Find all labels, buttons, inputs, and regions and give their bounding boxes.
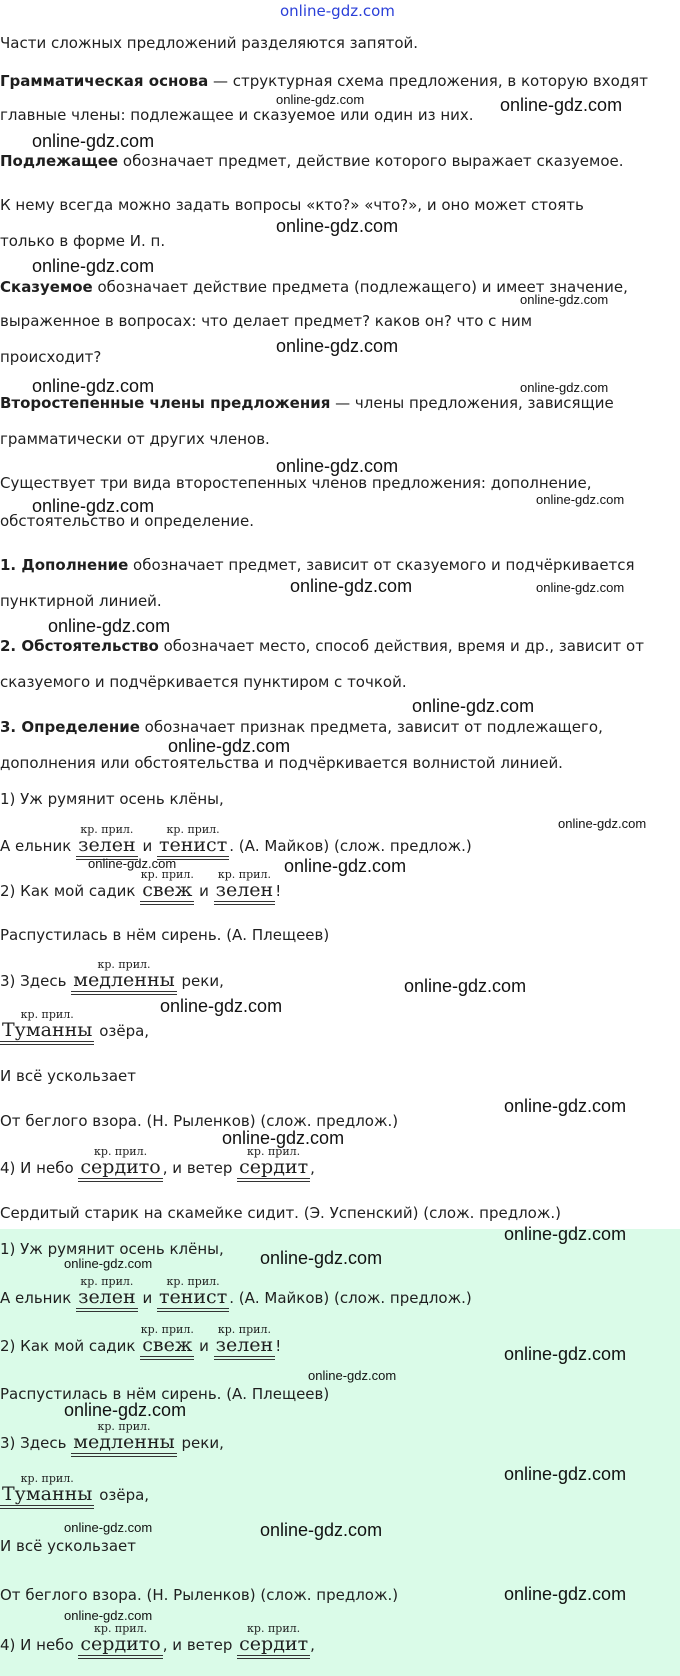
g-s3-post2: озёра, <box>94 1486 150 1504</box>
watermark: online-gdz.com <box>64 1608 153 1623</box>
annotation-label: кр. прил. <box>97 1420 151 1433</box>
s4-pre: 4) И небо <box>0 1159 79 1177</box>
watermark: online-gdz.com <box>276 92 365 107</box>
rule-subject-line2: К нему всегда можно задать вопросы «кто?» «что?», и оно может стоять <box>0 196 584 214</box>
annotation-label: кр. прил. <box>247 1622 301 1635</box>
rule-basis-line2: главные члены: подлежащее и сказуемое или один из них. <box>0 106 474 124</box>
watermark: online-gdz.com <box>536 580 625 595</box>
g-s1-pre: А ельник <box>0 1289 77 1307</box>
rule-adverbial-line2: сказуемого и подчёркивается пунктиром с точкой. <box>0 673 407 691</box>
rule-adverbial-line1 <box>0 636 644 656</box>
rule-object-line1 <box>0 555 635 575</box>
s3-pre: 3) Здесь <box>0 972 72 990</box>
annotation-label: кр. прил. <box>97 958 151 971</box>
annotation-label: кр. прил. <box>94 1145 148 1158</box>
s2-line1 <box>0 868 282 901</box>
annotated-word <box>140 1323 194 1356</box>
watermark: online-gdz.com <box>504 1344 627 1364</box>
s3-post: реки, <box>176 972 224 990</box>
annotated-word <box>237 1145 310 1178</box>
g-s1-line1: 1) Уж румянит осень клёны, <box>0 1240 224 1258</box>
g-s2-post: ! <box>275 1337 282 1355</box>
annotation-label: кр. прил. <box>140 1323 194 1336</box>
rule-object-line2: пунктирной линией. <box>0 592 162 610</box>
watermark: online-gdz.com <box>32 131 155 151</box>
watermark: online-gdz.com <box>64 1520 153 1535</box>
term-predicate: Сказуемое <box>0 278 93 296</box>
predicate-word: свеж <box>140 1334 194 1360</box>
watermark-top: online-gdz.com <box>280 2 395 20</box>
g-s4-line1 <box>0 1622 315 1655</box>
s3-line2 <box>0 1008 150 1041</box>
annotation-label: кр. прил. <box>20 1472 74 1485</box>
s1-pre: А ельник <box>0 837 77 855</box>
s2-pre: 2) Как мой садик <box>0 882 141 900</box>
annotated-word <box>214 868 276 901</box>
annotated-word <box>0 1008 94 1041</box>
predicate-word: свеж <box>140 879 194 905</box>
rule-basis-line1 <box>0 71 648 91</box>
predicate-word: сердит <box>237 1633 310 1659</box>
g-s2-pre: 2) Как мой садик <box>0 1337 141 1355</box>
annotation-label: кр. прил. <box>166 1275 220 1288</box>
predicate-word: Туманны <box>0 1483 94 1509</box>
watermark: online-gdz.com <box>168 736 291 756</box>
watermark: online-gdz.com <box>64 1400 187 1420</box>
annotated-word <box>78 1622 162 1655</box>
rule-attribute-line2: дополнения или обстоятельства и подчёркивается волнистой линией. <box>0 754 563 772</box>
predicate-word: зелен <box>76 1286 138 1312</box>
annotation-label: кр. прил. <box>140 868 194 881</box>
s4-mid: , и ветер <box>162 1159 238 1177</box>
term-secondary: Второстепенные члены предложения <box>0 394 331 412</box>
watermark: online-gdz.com <box>504 1096 627 1116</box>
rule-subject-line1 <box>0 151 624 171</box>
annotated-word <box>76 1275 138 1308</box>
annotated-word <box>140 868 194 901</box>
g-s1-mid: и <box>137 1289 157 1307</box>
term-basis: Грамматическая основа <box>0 72 209 90</box>
annotated-word <box>76 823 138 856</box>
rule-subject-line3: только в форме И. п. <box>0 232 166 250</box>
g-s3-post: реки, <box>176 1434 224 1452</box>
watermark: online-gdz.com <box>222 1128 345 1148</box>
annotation-label: кр. прил. <box>217 1323 271 1336</box>
annotated-word <box>214 1323 276 1356</box>
watermark: online-gdz.com <box>500 95 623 115</box>
annotated-word <box>157 1275 229 1308</box>
predicate-word: зелен <box>214 879 276 905</box>
watermark: online-gdz.com <box>504 1464 627 1484</box>
watermark: online-gdz.com <box>276 456 399 476</box>
secondary-text-1: — члены предложения, зависящие <box>330 394 614 412</box>
predicate-word: тенист <box>157 834 229 860</box>
s2-mid: и <box>194 882 214 900</box>
predicate-word: медленны <box>71 969 177 995</box>
s1-line2 <box>0 823 472 856</box>
predicate-word: зелен <box>214 1334 276 1360</box>
annotation-label: кр. прил. <box>80 1275 134 1288</box>
rule-commas: Части сложных предложений разделяются запятой. <box>0 34 419 52</box>
g-s3-pre: 3) Здесь <box>0 1434 72 1452</box>
g-s2-mid: и <box>194 1337 214 1355</box>
watermark: online-gdz.com <box>276 336 399 356</box>
g-s2-line1 <box>0 1323 282 1356</box>
predicate-word: сердит <box>237 1156 310 1182</box>
annotation-label: кр. прил. <box>217 868 271 881</box>
watermark: online-gdz.com <box>160 996 283 1016</box>
adverbial-text-1: обозначает место, способ действия, время и др., зависит от <box>158 637 644 655</box>
basis-text-1: — структурная схема предложения, в которую входят <box>208 72 648 90</box>
s3-line3: И всё ускользает <box>0 1067 136 1085</box>
g-s4-mid: , и ветер <box>162 1636 238 1654</box>
annotation-label: кр. прил. <box>20 1008 74 1021</box>
g-s2-line2: Распустилась в нём сирень. (А. Плещеев) <box>0 1385 330 1403</box>
annotated-word <box>71 958 177 991</box>
watermark: online-gdz.com <box>260 1248 383 1268</box>
s2-line2: Распустилась в нём сирень. (А. Плещеев) <box>0 926 330 944</box>
predicate-word: Туманны <box>0 1019 94 1045</box>
g-s1-post: . (А. Майков) (слож. предлож.) <box>229 1289 472 1307</box>
rule-types-line1: Существует три вида второстепенных членов предложения: дополнение, <box>0 474 592 492</box>
subject-text-1: обозначает предмет, действие которого выражает сказуемое. <box>118 152 624 170</box>
attribute-text-1: обозначает признак предмета, зависит от подлежащего, <box>139 718 603 736</box>
s3-line4: От беглого взора. (Н. Рыленков) (слож. предлож.) <box>0 1112 399 1130</box>
object-text-1: обозначает предмет, зависит от сказуемого и подчёркивается <box>128 556 635 574</box>
term-attribute: 3. Определение <box>0 718 140 736</box>
annotation-label: кр. прил. <box>166 823 220 836</box>
rule-predicate-line2: выраженное в вопросах: что делает предмет? каков он? что с ним <box>0 312 533 330</box>
s1-post: . (А. Майков) (слож. предлож.) <box>229 837 472 855</box>
annotated-word <box>71 1420 177 1453</box>
annotated-word <box>0 1472 94 1505</box>
watermark: online-gdz.com <box>88 856 177 871</box>
watermark: online-gdz.com <box>276 216 399 236</box>
g-s1-line2 <box>0 1275 472 1308</box>
watermark: online-gdz.com <box>64 1256 153 1271</box>
predicate-word: медленны <box>71 1431 177 1457</box>
s4-post: , <box>310 1159 315 1177</box>
s3-post2: озёра, <box>94 1022 150 1040</box>
watermark: online-gdz.com <box>558 816 647 831</box>
predicate-word: тенист <box>157 1286 229 1312</box>
watermark: online-gdz.com <box>520 292 609 307</box>
annotated-word <box>78 1145 162 1178</box>
watermark: online-gdz.com <box>260 1520 383 1540</box>
predicate-word: сердито <box>78 1633 162 1659</box>
annotation-label: кр. прил. <box>80 823 134 836</box>
watermark: online-gdz.com <box>32 256 155 276</box>
predicate-word: сердито <box>78 1156 162 1182</box>
annotation-label: кр. прил. <box>247 1145 301 1158</box>
watermark: online-gdz.com <box>404 976 527 996</box>
s3-line1 <box>0 958 224 991</box>
g-s3-line4: От беглого взора. (Н. Рыленков) (слож. предлож.) <box>0 1586 399 1604</box>
watermark: online-gdz.com <box>520 380 609 395</box>
s4-line2: Сердитый старик на скамейке сидит. (Э. Успенский) (слож. предлож.) <box>0 1204 561 1222</box>
predicate-word: зелен <box>76 834 138 860</box>
watermark: online-gdz.com <box>48 616 171 636</box>
s4-line1 <box>0 1145 315 1178</box>
watermark: online-gdz.com <box>32 496 155 516</box>
watermark: online-gdz.com <box>504 1584 627 1604</box>
rule-predicate-line3: происходит? <box>0 348 102 366</box>
s1-line1: 1) Уж румянит осень клёны, <box>0 790 224 808</box>
term-adverbial: 2. Обстоятельство <box>0 637 159 655</box>
g-s3-line1 <box>0 1420 224 1453</box>
annotated-word <box>237 1622 310 1655</box>
watermark: online-gdz.com <box>412 696 535 716</box>
rule-attribute-line1 <box>0 717 603 737</box>
s1-mid: и <box>137 837 157 855</box>
watermark: online-gdz.com <box>308 1368 397 1383</box>
rule-secondary-line2: грамматически от других членов. <box>0 430 270 448</box>
annotation-label: кр. прил. <box>94 1622 148 1635</box>
watermark: online-gdz.com <box>32 376 155 396</box>
watermark: online-gdz.com <box>536 492 625 507</box>
rule-types-line2: обстоятельство и определение. <box>0 512 254 530</box>
g-s4-post: , <box>310 1636 315 1654</box>
s2-post: ! <box>275 882 282 900</box>
annotated-word <box>157 823 229 856</box>
predicate-text-1: обозначает действие предмета (подлежащего) и имеет значение, <box>92 278 628 296</box>
g-s3-line2 <box>0 1472 150 1505</box>
term-object: 1. Дополнение <box>0 556 129 574</box>
g-s3-line3: И всё ускользает <box>0 1537 136 1555</box>
watermark: online-gdz.com <box>284 856 407 876</box>
watermark: online-gdz.com <box>504 1224 627 1244</box>
term-subject: Подлежащее <box>0 152 119 170</box>
watermark: online-gdz.com <box>290 576 413 596</box>
g-s4-pre: 4) И небо <box>0 1636 79 1654</box>
